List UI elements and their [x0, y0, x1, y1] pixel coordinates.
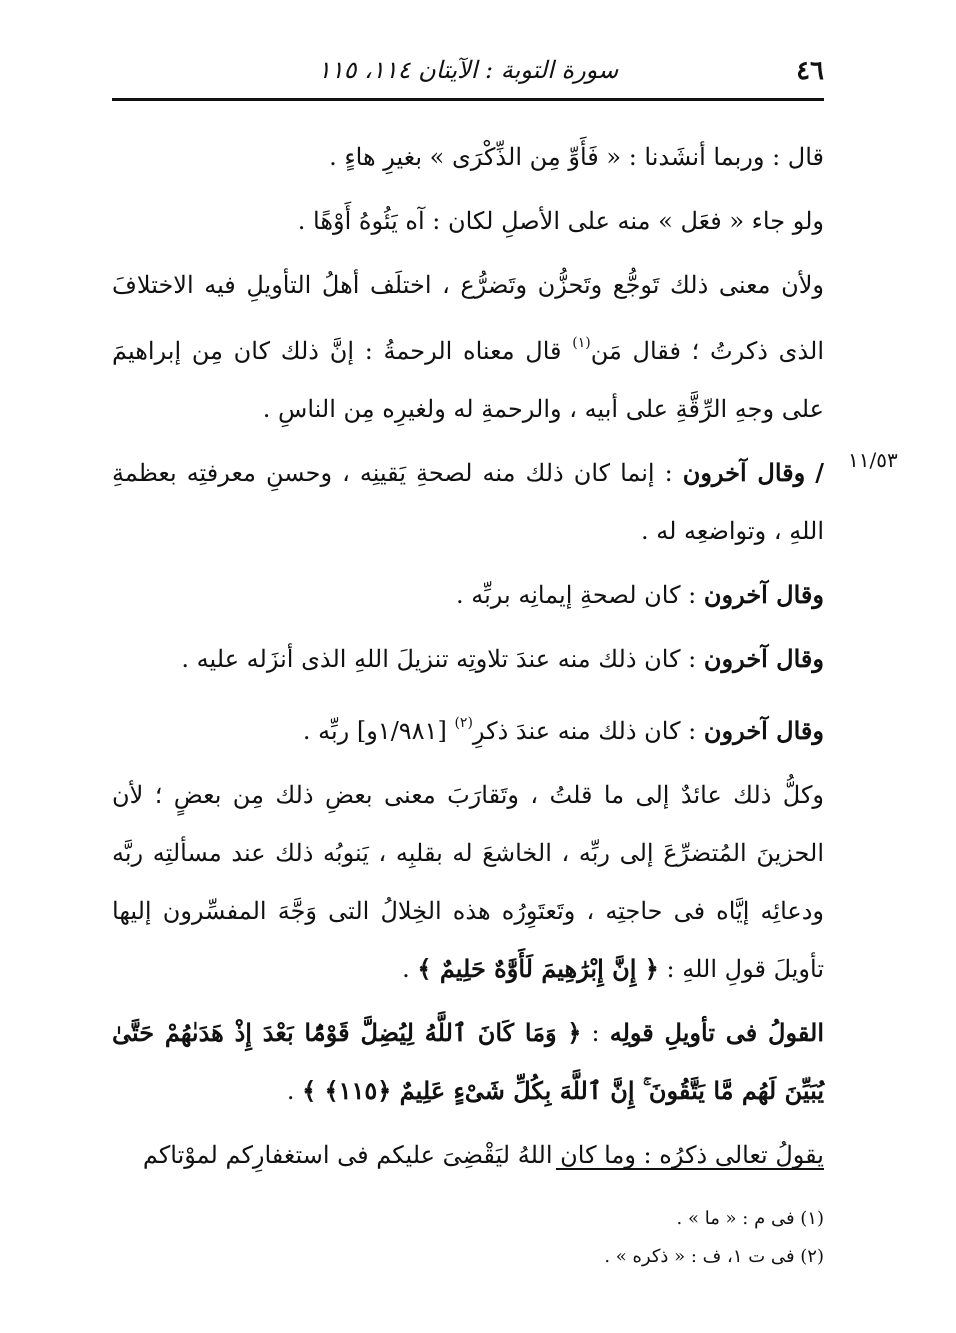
paragraph-text: ولأن معنى ذلك تَوجُّع وتَحزُّن وتَضرُّع ، اختلَف أهلُ التأويلِ فيه الاختلافَ الذى ذكرتُ ؛ فقال مَن — [112, 271, 825, 365]
paragraph-3 — [112, 256, 824, 438]
quran-verse: ﴿ إِنَّ إِبْرَٰهِيمَ لَأَوَّٰهٌ حَلِيمٌ ﴾ — [417, 954, 659, 983]
header-rule — [112, 98, 824, 101]
paragraph-tail: . — [402, 955, 418, 983]
running-title: سورة التوبة : الآيتان ١١٤، ١١٥ — [317, 56, 619, 84]
footnote-marker-2: (٢) — [454, 715, 473, 731]
paragraph-lead: وقال آخرون — [703, 644, 824, 673]
paragraph-lead: وقال آخرون — [682, 458, 806, 487]
paragraph-text: : — [581, 1019, 610, 1047]
page-number: ٤٦ — [796, 56, 824, 86]
paragraph-5 — [112, 566, 824, 624]
paragraph-text: : كان ذلك منه عندَ تلاوتِه تنزيلَ اللهِ الذى أنزَله عليه . — [181, 645, 704, 673]
paragraph-text: قال معناه الرحمةُ : إنَّ ذلك كان مِن إبراهيمَ على وجهِ الرِّقَّةِ على أبيه ، والرحمةِ له ولغيرِه مِن الناسِ . — [112, 337, 824, 423]
paragraph-text: وكلُّ ذلك عائدٌ إلى ما قلتُ ، وتَقارَبَ معنى بعضِ ذلك مِن بعضٍ ؛ لأن الحزينَ المُتضرِّعَ إلى ربِّه ، الخاشعَ له بقلبِه ، يَنوبُه ذلك عند مسألتِه ربَّه ودعائِه إيَّاه فى حاجتِه ، وتَعتَوِرُه هذه الخِلالُ التى وَجَّهَ المفسِّرون إليها تأويلَ قولِ اللهِ : — [112, 781, 824, 983]
paragraph-text: قال : وربما أنشَدنا : « فَأَوِّ مِن الذِّكْرَى » بغيرِ هاءٍ . — [329, 143, 824, 171]
paragraph-text: [١/٩٨١و] ربِّه . — [302, 717, 455, 745]
paragraph-10 — [112, 1126, 824, 1184]
footnotes — [112, 1200, 824, 1276]
section-heading: القولُ فى تأويلِ قولِه — [609, 1018, 824, 1047]
paragraph-4 — [112, 444, 824, 560]
footnote-1: (١) فى م : « ما » . — [676, 1208, 824, 1229]
paragraph-lead: وقال آخرون — [703, 716, 824, 745]
page-header — [112, 52, 824, 92]
paragraph-text: ولو جاء « فعَل » منه على الأصلِ لكان : آه يَئُوهُ أَوْهًا . — [297, 207, 824, 235]
footnote-rule — [556, 1168, 824, 1170]
paragraph-2 — [112, 192, 824, 250]
paragraph-text: : كان ذلك منه عندَ ذكرِ — [472, 717, 704, 745]
paragraph-text: : إنما كان ذلك منه لصحةِ يَقينِه ، وحسنِ معرفتِه بعظمةِ اللهِ ، وتواضعِه له . — [112, 459, 824, 545]
paragraph-tail: . — [286, 1077, 303, 1105]
paragraph-text: : كان لصحةِ إيمانِه بربِّه . — [455, 581, 704, 609]
page-break-marker: / — [815, 458, 824, 487]
paragraph-9 — [112, 1004, 824, 1120]
quran-verse: ﴿ وَمَا كَانَ ٱللَّهُ لِيُضِلَّ قَوْمًۢا بَعْدَ إِذْ هَدَىٰهُمْ حَتَّىٰ يُبَيِّنَ لَهُم مَّا يَتَّقُونَ ۚ إِنَّ ٱللَّهَ بِكُلِّ شَىْءٍ عَلِيمٌ ﴿١١٥﴾ ﴾ — [112, 1018, 824, 1105]
paragraph-8 — [112, 766, 824, 998]
footnote-2: (٢) فى ت ١، ف : « ذكره » . — [604, 1246, 824, 1267]
paragraph-lead: وقال آخرون — [703, 580, 824, 609]
margin-reference: ١١/٥٣ — [848, 448, 898, 472]
paragraph-text: يقولُ تعالى ذكرُه : وما كان اللهُ ليَقْضِىَ عليكم فى استغفارِكم لموْتاكم — [142, 1141, 824, 1169]
paragraph-1 — [112, 128, 824, 186]
paragraph-7 — [112, 694, 824, 760]
footnote-marker-1: (١) — [572, 335, 591, 351]
paragraph-6 — [112, 630, 824, 688]
body-text — [112, 128, 824, 1184]
